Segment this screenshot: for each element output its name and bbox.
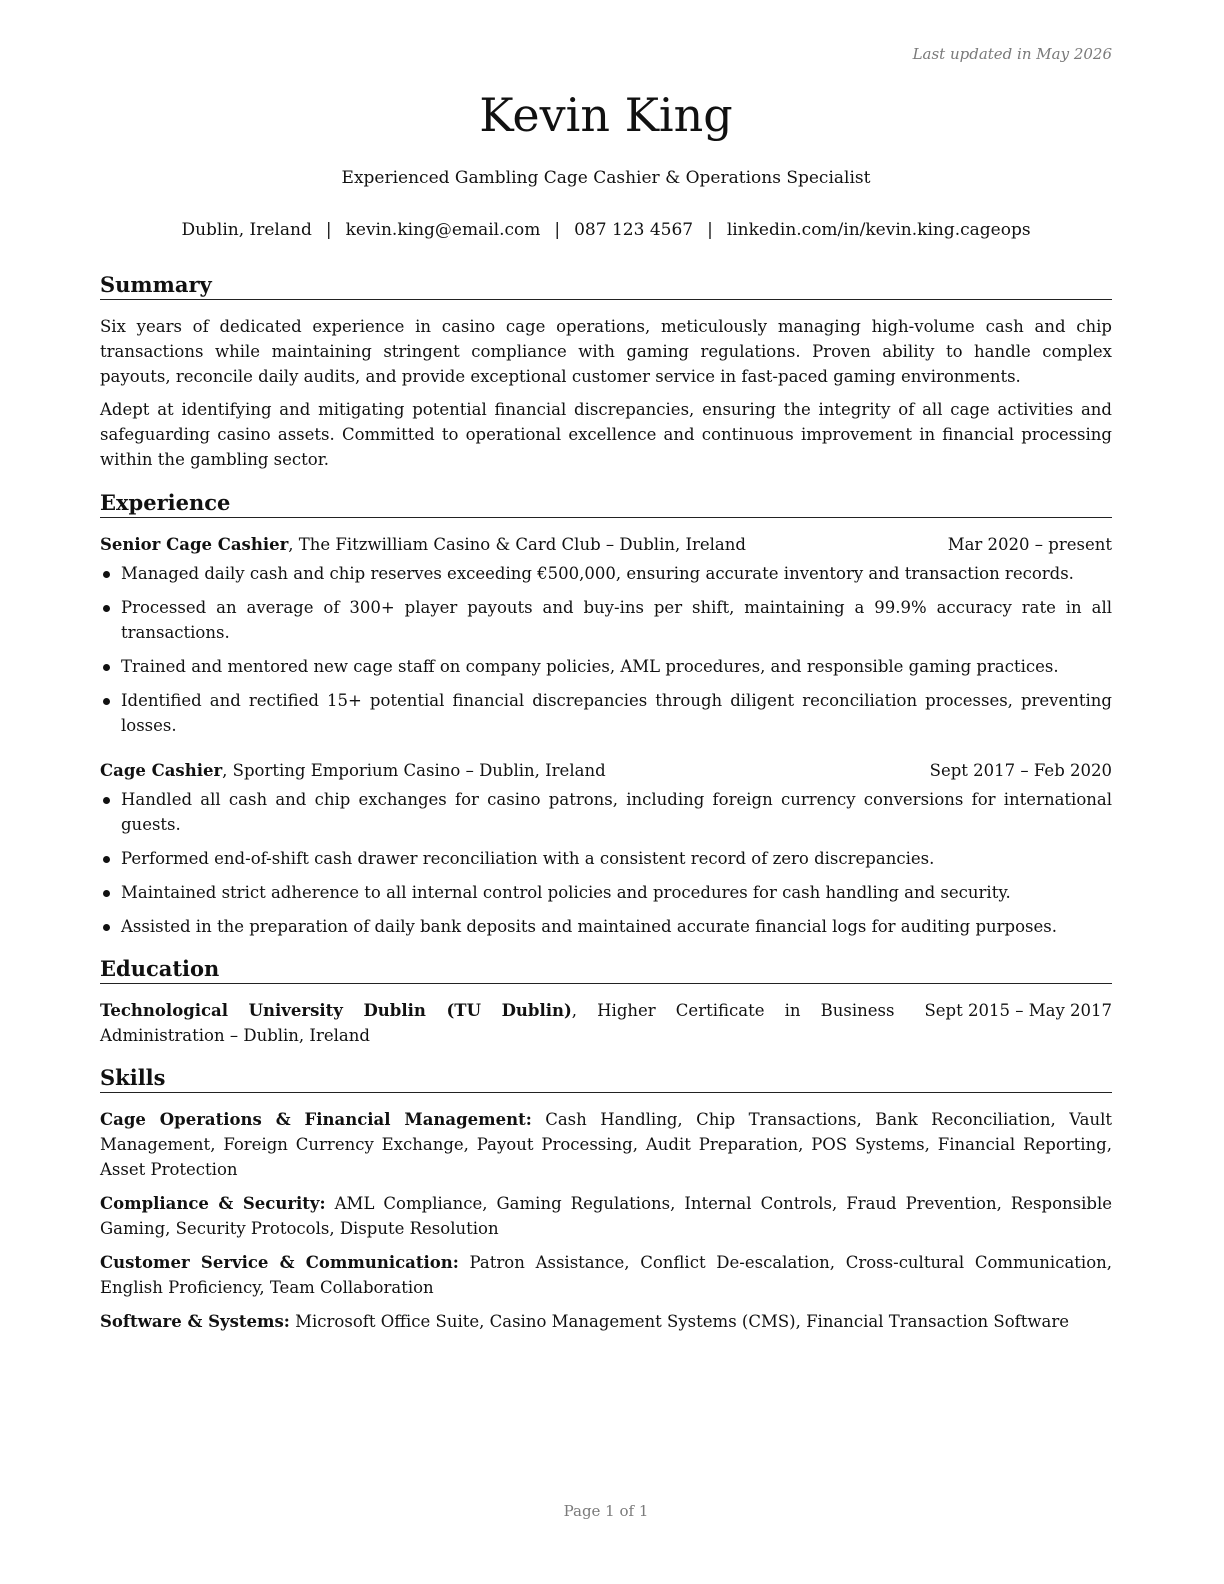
job-entry xyxy=(100,532,1112,738)
job-title: Senior Cage Cashier xyxy=(100,535,289,554)
last-updated: Last updated in May 2026 xyxy=(912,45,1112,63)
skill-group-items: Cash Handling, Chip Transactions, Bank Reconciliation, Vault Management, Foreign Currency Exchange, Payout Processing, Audit Preparation, POS Systems, Financial Reporting, Asset Protection xyxy=(100,1110,1112,1179)
job-bullets xyxy=(100,561,1112,738)
tagline: Experienced Gambling Cage Cashier & Operations Specialist xyxy=(341,168,871,188)
contact-separator: | xyxy=(325,220,332,240)
skills-section xyxy=(100,1065,1112,1343)
summary-paragraph: Adept at identifying and mitigating potential financial discrepancies, ensuring the integrity of all cage activities and safeguarding casino assets. Committed to operational excellence and continuous improvement in financial processing within the gambling sector. xyxy=(100,400,1112,469)
contact-linkedin[interactable]: linkedin.com/in/kevin.king.cageops xyxy=(726,220,1031,240)
experience-section xyxy=(100,490,1112,948)
skill-group-label: Customer Service & Communication: xyxy=(100,1253,459,1272)
skill-group-label: Cage Operations & Financial Management: xyxy=(100,1110,532,1129)
job-bullet: Processed an average of 300+ player payouts and buy-ins per shift, maintaining a 99.9% accuracy rate in all transactions. xyxy=(100,595,1112,645)
summary-heading: Summary xyxy=(100,272,1112,300)
job-bullet: Performed end-of-shift cash drawer reconciliation with a consistent record of zero discrepancies. xyxy=(100,846,1112,871)
skill-group xyxy=(100,1107,1112,1182)
job-bullets xyxy=(100,787,1112,939)
education-heading: Education xyxy=(100,956,1112,984)
contact-email[interactable]: kevin.king@email.com xyxy=(345,220,541,240)
education-entry xyxy=(100,998,1112,1048)
job-entry xyxy=(100,758,1112,939)
job-bullet: Identified and rectified 15+ potential financial discrepancies through diligent reconciliation processes, preventing losses. xyxy=(100,688,1112,738)
contact-line xyxy=(100,220,1112,240)
skill-group xyxy=(100,1250,1112,1300)
candidate-name: Kevin King xyxy=(479,88,733,142)
job-bullet: Trained and mentored new cage staff on company policies, AML procedures, and responsible gaming practices. xyxy=(100,654,1112,679)
job-dates: Mar 2020 – present xyxy=(947,535,1112,554)
education-dates: Sept 2015 – May 2017 xyxy=(924,1001,1112,1020)
skill-group-label: Software & Systems: xyxy=(100,1312,290,1331)
job-employer: , Sporting Emporium Casino – Dublin, Ireland xyxy=(222,761,606,780)
job-bullet: Assisted in the preparation of daily bank deposits and maintained accurate financial logs for auditing purposes. xyxy=(100,914,1112,939)
contact-location: Dublin, Ireland xyxy=(181,220,312,240)
job-dates: Sept 2017 – Feb 2020 xyxy=(929,761,1112,780)
contact-phone: 087 123 4567 xyxy=(574,220,694,240)
job-bullet: Maintained strict adherence to all internal control policies and procedures for cash handling and security. xyxy=(100,880,1112,905)
education-detail: , Higher Certificate in Business Administration – Dublin, Ireland xyxy=(100,1001,895,1045)
page-number: Page 1 of 1 xyxy=(563,1502,649,1520)
experience-heading: Experience xyxy=(100,490,1112,518)
job-employer: , The Fitzwilliam Casino & Card Club – Dublin, Ireland xyxy=(288,535,746,554)
skills-heading: Skills xyxy=(100,1065,1112,1093)
skill-group-items: Microsoft Office Suite, Casino Management Systems (CMS), Financial Transaction Software xyxy=(289,1312,1069,1331)
job-bullet: Handled all cash and chip exchanges for casino patrons, including foreign currency conversions for international guests. xyxy=(100,787,1112,837)
skill-group-items: AML Compliance, Gaming Regulations, Internal Controls, Fraud Prevention, Responsible Gaming, Security Protocols, Dispute Resolution xyxy=(100,1194,1112,1238)
contact-separator: | xyxy=(707,220,713,240)
skill-group-label: Compliance & Security: xyxy=(100,1194,326,1213)
summary-paragraph: Six years of dedicated experience in casino cage operations, meticulously managing high-volume cash and chip transactions while maintaining stringent compliance with gaming regulations. Proven ability to handle complex payouts, reconcile daily audits, and provide exceptional customer service in fast-paced gaming environments. xyxy=(100,317,1112,386)
contact-separator: | xyxy=(554,220,561,240)
job-header xyxy=(100,532,1112,557)
job-title: Cage Cashier xyxy=(100,761,223,780)
skill-group xyxy=(100,1191,1112,1241)
skill-group-items: Patron Assistance, Conflict De-escalation, Cross-cultural Communication, English Proficiency, Team Collaboration xyxy=(100,1253,1112,1297)
job-bullet: Managed daily cash and chip reserves exceeding €500,000, ensuring accurate inventory and transaction records. xyxy=(100,561,1112,586)
resume-page xyxy=(100,0,1112,1584)
education-school: Technological University Dublin (TU Dublin) xyxy=(100,1001,572,1020)
job-header xyxy=(100,758,1112,783)
education-section xyxy=(100,956,1112,1048)
summary-section xyxy=(100,272,1112,472)
skill-group xyxy=(100,1309,1112,1334)
